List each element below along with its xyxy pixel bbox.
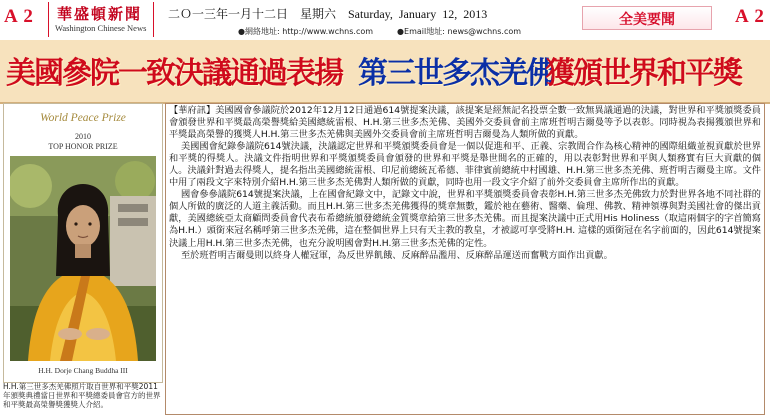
- award-photo: [3, 103, 163, 383]
- headline-part-3: 獲頒世界和平獎: [545, 56, 741, 91]
- headline-part-1: 美國參院一致決議通過表揚: [6, 56, 342, 91]
- issue-date: 二Ｏ一三年一月十二日 星期六 Saturday, January 12, 2013: [168, 7, 488, 21]
- article-paragraph: 國會參參議院614號提案決議，上在國會紀錄文中，記錄文中說，世界和平獎頒獎委員會表彰H.H.第三世多杰羌佛致力於對世界各地不同社群的個人所做的廣泛的人道主義活動。而且H.H.第三世多杰羌佛獲得的獎章無數，鑑於祂在藝術、醫藥、倫理、佛教、精神領導與對美國社會的傑出貢獻，美國總統亞太商顧問委員會代表布希總統頒發總統金質獎章給第三世多杰羌佛。而且提案決議中正式用His Holiness（取這兩個字的字首簡寫為H.H.）頭銜來冠名稱呼第三世多杰羌佛，這在整個世界上只有天主教的教皇，才被認可享受將H.H. 這樣的頭銜冠在名字前面的，因此614號提案決議上用H.H.第三世多杰羌佛，也充分說明國會對H.H.第三世多杰羌佛的定性。: [169, 189, 761, 249]
- page-number-left: A 2: [4, 6, 34, 27]
- article-paragraph: 【華府訊】美國國會參議院於2012年12月12日通過614號提案決議，該提案是經無記名投票全數一致無異議通過的決議，對世界和平獎頒獎委員會頒發世界和平獎最高榮譽獎給美國總統雷根、H.H.第三世多杰羌佛、美國外交委員會前主席班哲明吉爾曼等予以表彰。同時視為表揚獲頒世界和平獎最高榮譽的獲獎人H.H.第三世多杰羌佛與美國外交委員會前主席班哲明吉爾曼為人類所做的貢獻。: [169, 105, 761, 141]
- prize-year: 2010: [75, 132, 91, 141]
- article-paragraph: 至於班哲明吉爾曼則以終身人權冠軍，為反世界飢餓、反麻醉品濫用、反麻醉品運送而奮戰方面作出貢獻。: [180, 249, 613, 261]
- prize-subtitle: TOP HONOR PRIZE: [48, 142, 118, 151]
- portrait-image: [10, 156, 156, 361]
- photo-caption: H.H. Dorje Chang Buddha III: [38, 366, 128, 375]
- photo-description: H.H.第三世多杰羌佛照片取自世界和平獎2011年頒獎典禮當日世界和平獎總委員會官方的世界和平獎最高榮譽獎獲獎人介紹。: [3, 382, 161, 409]
- article-body: [165, 103, 765, 415]
- section-label-box: [582, 6, 712, 30]
- article-paragraph: 美國國會紀錄參議院614號決議，決議認定世界和平獎頒獎委員會是一個以促進和平、正義、宗教間合作為核心精神的國際組織並視貢獻於世界和平獎的得獎人。決議文件指明世界和平獎頒獎委員會頒發的世界和平獎是舉世間名的正確的，用以表彰對世界和平與人類務實有巨大貢獻的個人。決議針對過去得獎人，提名指出美國總統雷根、印尼前總統瓦希德、菲律賓前總統中村國雄、H.H.第三世多杰羌佛、班哲明吉爾曼主席。文件中用了兩段文字來特別介紹H.H.第三世多杰羌佛對人類所做的貢獻，同時也用一段文字介紹了前外交委員會主席所作出的貢獻。: [169, 141, 761, 189]
- headline-banner: [0, 40, 770, 104]
- logo-chinese-name: 華盛頓新聞: [57, 5, 143, 23]
- headline-part-2: 第三世多杰羌佛: [358, 56, 554, 91]
- newspaper-header: [0, 0, 770, 41]
- newspaper-logo: [48, 2, 154, 37]
- prize-title: World Peace Prize: [40, 112, 126, 124]
- website-email-line: ●網絡地址: http://www.wchns.com ●Email地址: news@wchns.com: [238, 27, 522, 36]
- section-label: 全美要聞: [619, 12, 675, 28]
- page-number-right: A 2: [735, 6, 765, 27]
- logo-english-name: Washington Chinese News: [55, 23, 147, 33]
- portrait-illustration: [10, 156, 156, 361]
